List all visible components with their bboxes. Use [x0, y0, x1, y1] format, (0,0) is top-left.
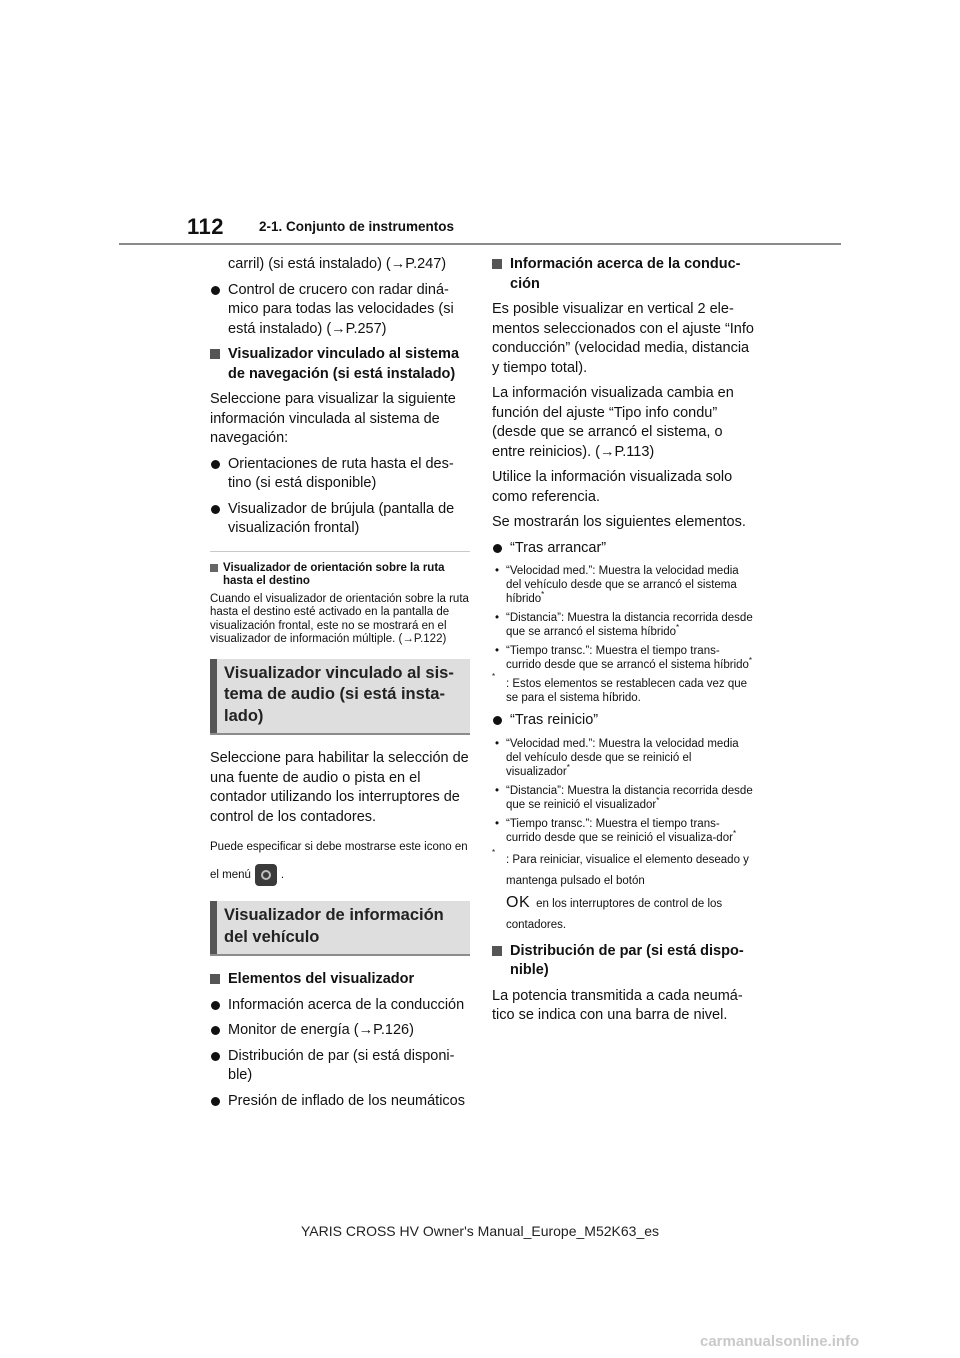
banner-title: Visualizador vinculado al sis-tema de audio (si está insta-lado) [224, 663, 454, 725]
body-text: La potencia transmitida a cada neumá-tico se indica con una barra de nivel. [492, 987, 743, 1023]
header-divider [119, 243, 841, 245]
bullet-icon [493, 544, 502, 553]
section-banner-audio [210, 659, 470, 736]
asterisk-mark: * [656, 795, 660, 805]
subheading: Visualizador vinculado al sistema de navegación (si está instalado) [210, 345, 470, 384]
square-bullet-icon [492, 259, 502, 269]
bullet-icon [211, 505, 220, 514]
asterisk-mark: * [748, 656, 753, 666]
bullet-item: Presión de inflado de los neumáticos [210, 1092, 470, 1112]
body-text: Seleccione para visualizar la siguiente información vinculada al sistema de navegación: [210, 391, 456, 446]
asterisk-mark: * [732, 828, 737, 838]
page-number: 112 [187, 214, 224, 239]
bullet-icon [211, 1052, 220, 1061]
banner-accent [210, 659, 217, 734]
right-column [492, 255, 754, 1032]
square-bullet-icon [210, 564, 218, 572]
bullet-item: “Tras arrancar” [492, 539, 754, 559]
section-banner-vehicle-info [210, 901, 470, 956]
dash-item: • “Tiempo transc.”: Muestra el tiempo trans-currido desde que se reinició el visualiza-dor* [495, 817, 737, 844]
footer: YARIS CROSS HV Owner's Manual_Europe_M52K63_es [300, 1223, 660, 1239]
bullet-icon [211, 460, 220, 469]
bullet-icon [211, 1097, 220, 1106]
left-column [210, 255, 470, 1117]
banner-title: Visualizador de información del vehículo [224, 906, 444, 946]
dash-item: • “Distancia”: Muestra la distancia recorrida desde que se reinició el visualizador* [495, 784, 753, 811]
body-text: La información visualizada cambia en función del ajuste “Tipo info condu” (desde que se arrancó el sistema, o entre reinicios). (→P.113) [492, 385, 734, 460]
dash-item: • “Velocidad med.”: Muestra la velocidad media del vehículo desde que se arrancó el sistema híbrido* [495, 565, 739, 605]
dash-item: • “Velocidad med.”: Muestra la velocidad media del vehículo desde que se reinició el visualizador* [495, 737, 739, 778]
banner-accent [210, 901, 217, 954]
asterisk-mark: * [566, 762, 570, 772]
body-text: Se mostrarán los siguientes elementos. [492, 514, 746, 530]
dash-item: • “Tiempo transc.”: Muestra el tiempo trans-currido desde que se arrancó el sistema híbrido* [495, 645, 753, 671]
ok-button-icon: OK [506, 893, 531, 911]
subheading: Información acerca de la conduc-ción [492, 255, 754, 294]
body-text: Es posible visualizar en vertical 2 ele-mentos seleccionados con el ajuste “Info conducción” (velocidad media, distancia y tiempo total). [492, 301, 754, 376]
note-divider [210, 551, 470, 552]
continued-text: carril) (si está instalado) (→P.247) [228, 256, 447, 272]
footnote: * : Para reiniciar, visualice el elemento deseado y mantenga pulsado el botón OK en los interruptores de control de los contadores. [492, 847, 749, 931]
note-heading: Visualizador de orientación sobre la ruta hasta el destino [210, 562, 470, 589]
asterisk-mark: * [541, 590, 545, 600]
body-text: Seleccione para habilitar la selección de una fuente de audio o pista en el contador utilizando los interruptores de control de los contadores. [210, 750, 469, 825]
page-header [0, 0, 960, 250]
watermark: carmanualsonline.info [700, 1333, 860, 1350]
bullet-item: Distribución de par (si está disponi-ble) [210, 1047, 470, 1086]
footnote: * : Estos elementos se restablecen cada vez que se para el sistema híbrido. [492, 672, 748, 704]
bullet-item: “Tras reinicio” [492, 711, 754, 731]
gear-icon [255, 864, 277, 886]
square-bullet-icon [210, 974, 220, 984]
bullet-item: Visualizador de brújula (pantalla de visualización frontal) [210, 500, 470, 539]
subheading: Distribución de par (si está dispo-nible) [492, 942, 754, 981]
bullet-icon [493, 716, 502, 725]
subheading: Elementos del visualizador [210, 970, 470, 990]
bullet-item: Información acerca de la conducción [210, 996, 470, 1016]
bullet-icon [211, 1026, 220, 1035]
body-text: Utilice la información visualizada solo como referencia. [492, 469, 733, 505]
bullet-item: Monitor de energía (→P.126) [210, 1021, 470, 1041]
bullet-icon [211, 286, 220, 295]
bullet-icon [211, 1001, 220, 1010]
asterisk-mark: * [676, 623, 680, 633]
bullet-item: Control de crucero con radar diná-mico para todas las velocidades (si está instalado) (→P.257) [210, 281, 470, 340]
bullet-item: Orientaciones de ruta hasta el des-tino (si está disponible) [210, 455, 470, 494]
dash-item: • “Distancia”: Muestra la distancia recorrida desde que se arrancó el sistema híbrido* [495, 612, 753, 638]
note-text: Cuando el visualizador de orientación sobre la ruta hasta el destino esté activado en la pantalla de visualización frontal, este no se mostrará en el visualizador de información múltiple. (→P.122) [210, 592, 469, 645]
square-bullet-icon [492, 946, 502, 956]
square-bullet-icon [210, 349, 220, 359]
small-note: Puede especificar si debe mostrarse este icono en el menú . [210, 833, 470, 889]
section-title: 2-1. Conjunto de instrumentos [259, 219, 455, 234]
